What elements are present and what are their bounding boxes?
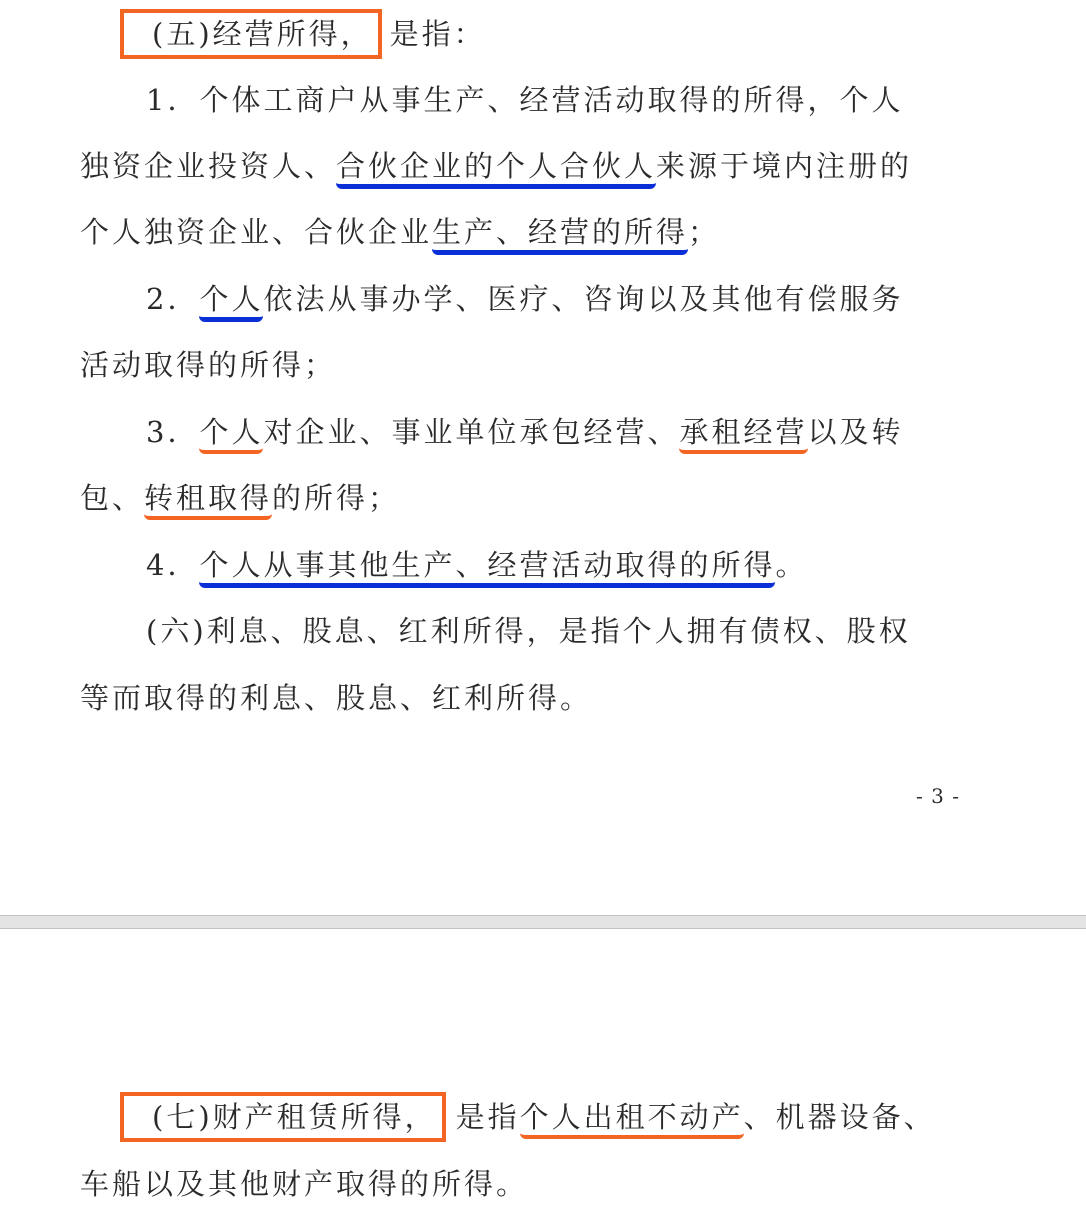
item-6-line-2: 等而取得的利息、股息、红利所得。	[80, 681, 593, 715]
underline-lease-operation: 承租经营	[679, 415, 807, 454]
underline-rent-property: 个人出租不动产	[520, 1100, 744, 1139]
underline-other-income: 个人从事其他生产、经营活动取得的所得	[199, 548, 775, 588]
item-7-line-2: 车船以及其他财产取得的所得。	[80, 1167, 529, 1201]
item-5-3-line-1	[146, 412, 904, 452]
text-segment: 以及转	[807, 415, 904, 449]
text-segment: ；	[688, 215, 721, 249]
underline-individual-orange: 个人	[199, 415, 263, 454]
item-5-1-line-1: 1．个体工商户从事生产、经营活动取得的所得，个人	[146, 83, 904, 117]
item-5-1-line-2	[80, 146, 912, 186]
item-5-4-line	[146, 545, 807, 585]
text-segment: 来源于境内注册的	[656, 149, 913, 183]
text-segment: 对企业、事业单位承包经营、	[263, 415, 680, 449]
page-number: - 3 -	[916, 784, 960, 808]
document-page-4	[0, 929, 1086, 1226]
item-5-2-line-2: 活动取得的所得；	[80, 348, 337, 382]
text-segment: 独资企业投资人、	[80, 149, 337, 183]
item-5-2-line-1	[146, 279, 903, 319]
item-5-title-rest: 是指：	[389, 17, 486, 51]
underline-partner: 合伙企业的个人合伙人	[336, 149, 656, 189]
item-7-title-box: (七)财产租赁所得，	[120, 1092, 446, 1142]
item-7-line-1	[152, 1097, 936, 1137]
underline-production-income: 生产、经营的所得	[432, 215, 688, 255]
underline-sublease: 转租取得	[144, 481, 272, 520]
text-segment: 依法从事办学、医疗、咨询以及其他有偿服务	[263, 282, 904, 316]
text-segment: 2．	[146, 282, 200, 316]
item-6-line-1: (六)利息、股息、红利所得，是指个人拥有债权、股权	[146, 614, 911, 648]
item-5-1-line-3	[80, 212, 720, 252]
text-segment: 、机器设备、	[743, 1100, 936, 1134]
text-segment: 。	[775, 548, 808, 582]
underline-individual: 个人	[199, 282, 263, 322]
item-5-title-box: (五)经营所得，	[120, 9, 382, 59]
item-5-heading-line	[152, 14, 486, 54]
text-segment: 是指	[455, 1100, 520, 1134]
text-segment: 3．	[146, 415, 200, 449]
item-5-3-line-2	[80, 478, 400, 518]
text-segment: 的所得；	[272, 481, 401, 515]
text-segment: 4．	[146, 548, 200, 582]
page-separator	[0, 915, 1086, 929]
text-segment: 个人独资企业、合伙企业	[80, 215, 433, 249]
text-segment: 包、	[80, 481, 145, 515]
